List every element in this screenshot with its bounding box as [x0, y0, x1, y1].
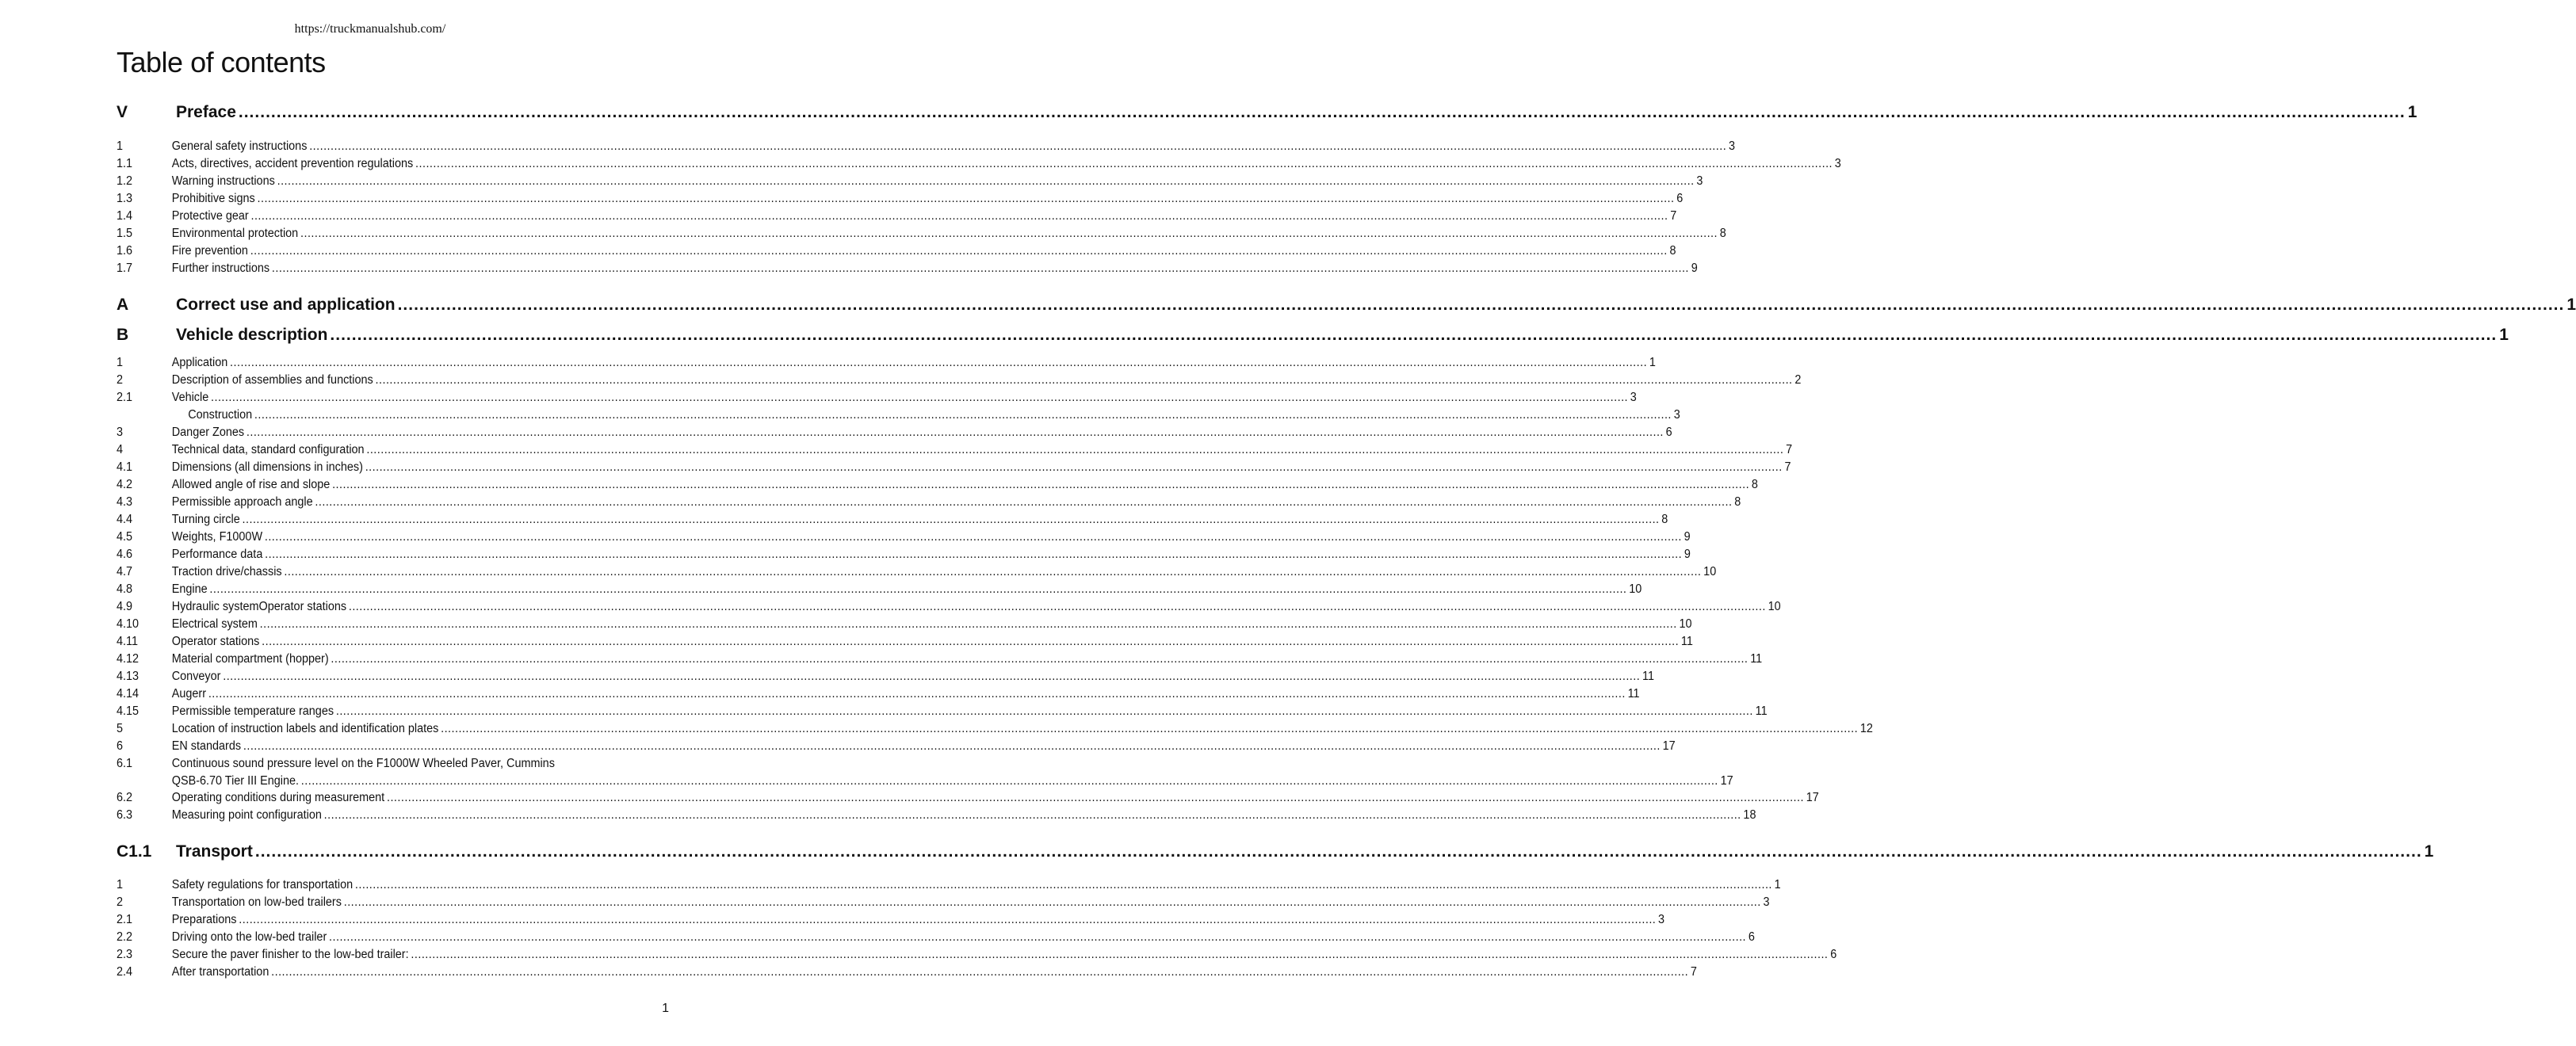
toc-number: 4.11 — [117, 635, 138, 648]
toc-number: 1.5 — [117, 227, 133, 240]
toc-number: 1.1 — [117, 157, 133, 170]
toc-title: Technical data, standard configuration — [171, 443, 365, 456]
leader-dots: ................................................................................................................................................................................................................................................................................................................................................................................................................ — [330, 326, 2498, 344]
toc-number: 1.7 — [117, 262, 133, 275]
toc-number: 4 — [117, 443, 124, 456]
toc-entry-continuation — [117, 774, 1733, 788]
toc-title: Location of instruction labels and identification plates — [171, 722, 439, 735]
toc-entry — [117, 948, 1837, 962]
toc-entry — [117, 704, 1768, 719]
leader-dots: ................................................................................................................................................................................................................................................................................................................................................................................................................ — [366, 443, 1784, 456]
toc-title: Transport — [176, 842, 253, 861]
toc-number: 1 — [117, 139, 124, 153]
toc-number: A — [117, 296, 129, 314]
leader-dots: ................................................................................................................................................................................................................................................................................................................................................................................................................ — [284, 565, 1702, 578]
toc-title: Operating conditions during measurement — [171, 791, 385, 804]
toc-title: Acts, directives, accident prevention regulations — [171, 157, 414, 170]
toc-number: C1.1 — [117, 842, 152, 861]
toc-page: 8 — [1719, 227, 1726, 240]
toc-number: 4.12 — [117, 652, 140, 666]
toc-page: 17 — [1662, 739, 1676, 753]
toc-number: 4.5 — [117, 530, 133, 544]
leader-dots: ................................................................................................................................................................................................................................................................................................................................................................................................................ — [265, 548, 1683, 561]
leader-dots: ................................................................................................................................................................................................................................................................................................................................................................................................................ — [246, 426, 1664, 439]
toc-page: 3 — [1728, 139, 1736, 153]
leader-dots: ................................................................................................................................................................................................................................................................................................................................................................................................................ — [223, 670, 1641, 683]
leader-dots: ................................................................................................................................................................................................................................................................................................................................................................................................................ — [343, 895, 1761, 909]
toc-number: 1 — [117, 878, 124, 891]
toc-title: Continuous sound pressure level on the F1000W Wheeled Paver, Cummins — [171, 757, 555, 770]
leader-dots: ................................................................................................................................................................................................................................................................................................................................................................................................................ — [208, 687, 1626, 701]
toc-page: 9 — [1691, 262, 1698, 275]
toc-entry — [117, 408, 1680, 422]
toc-page: 11 — [1627, 687, 1640, 701]
toc-page: 12 — [1859, 722, 1873, 735]
leader-dots: ................................................................................................................................................................................................................................................................................................................................................................................................................ — [365, 460, 1783, 474]
toc-page: 3 — [1763, 895, 1770, 909]
leader-dots: ................................................................................................................................................................................................................................................................................................................................................................................................................ — [415, 157, 1833, 170]
toc-page: 8 — [1661, 513, 1668, 526]
toc-title: After transportation — [171, 965, 269, 979]
toc-title: General safety instructions — [171, 139, 308, 153]
toc-entry — [117, 174, 1703, 189]
toc-page: 9 — [1684, 530, 1691, 544]
toc-page: 10 — [1679, 617, 1692, 631]
toc-number: 4.14 — [117, 687, 140, 701]
toc-entry — [117, 913, 1665, 927]
toc-section — [117, 296, 2576, 315]
toc-entry — [117, 443, 1793, 457]
toc-entry — [117, 739, 1676, 754]
toc-title: Transportation on low-bed trailers — [171, 895, 342, 909]
toc-title: Hydraulic systemOperator stations — [171, 600, 347, 613]
toc-number: 2.4 — [117, 965, 133, 979]
toc-entry — [117, 582, 1642, 597]
toc-number: 3 — [117, 426, 124, 439]
leader-dots: ................................................................................................................................................................................................................................................................................................................................................................................................................ — [257, 192, 1675, 205]
toc-title: Permissible approach angle — [171, 495, 313, 509]
toc-page: 2 — [1794, 373, 1802, 387]
toc-entry — [117, 565, 1717, 579]
toc-title: Dimensions (all dimensions in inches) — [171, 460, 363, 474]
leader-dots: ................................................................................................................................................................................................................................................................................................................................................................................................................ — [211, 391, 1629, 404]
toc-number: 6.2 — [117, 791, 133, 804]
toc-title: Danger Zones — [171, 426, 245, 439]
toc-number: 5 — [117, 722, 124, 735]
toc-entry — [117, 426, 1672, 440]
toc-page: 1 — [2499, 326, 2509, 344]
toc-page: 6 — [1830, 948, 1837, 961]
toc-title: Augerr — [171, 687, 207, 701]
toc-page: 6 — [1748, 930, 1755, 944]
leader-dots: ................................................................................................................................................................................................................................................................................................................................................................................................................ — [348, 600, 1766, 613]
toc-number: 1.4 — [117, 209, 133, 223]
toc-title: Environmental protection — [171, 227, 299, 240]
toc-page: 11 — [1642, 670, 1654, 683]
toc-title: Permissible temperature ranges — [171, 704, 334, 718]
toc-page: 11 — [1755, 704, 1768, 718]
toc-entry — [117, 670, 1654, 684]
leader-dots: ................................................................................................................................................................................................................................................................................................................................................................................................................ — [209, 582, 1627, 596]
toc-entry — [117, 391, 1637, 405]
toc-entry — [117, 791, 1819, 805]
toc-entry — [117, 356, 1656, 370]
toc-page: 17 — [1806, 791, 1819, 804]
leader-dots: ................................................................................................................................................................................................................................................................................................................................................................................................................ — [332, 478, 1750, 491]
leader-dots: ................................................................................................................................................................................................................................................................................................................................................................................................................ — [323, 808, 1741, 822]
toc-number: 4.6 — [117, 548, 133, 561]
toc-entry — [117, 478, 1758, 492]
toc-page: 3 — [1673, 408, 1680, 422]
toc-number: 4.10 — [117, 617, 140, 631]
toc-number: 4.2 — [117, 478, 133, 491]
toc-title: Further instructions — [171, 262, 270, 275]
toc-title: Engine — [171, 582, 208, 596]
toc-number: 1.2 — [117, 174, 133, 188]
toc-section — [117, 842, 2434, 861]
leader-dots: ................................................................................................................................................................................................................................................................................................................................................................................................................ — [264, 530, 1682, 544]
toc-title: Measuring point configuration — [171, 808, 322, 822]
toc-page: 1 — [1774, 878, 1781, 891]
toc-number: 6.1 — [117, 757, 133, 770]
leader-dots: ................................................................................................................................................................................................................................................................................................................................................................................................................ — [331, 652, 1749, 666]
toc-page: 10 — [1629, 582, 1642, 596]
toc-number: 4.1 — [117, 460, 133, 474]
toc-page: 8 — [1669, 244, 1676, 258]
toc-number: 1.3 — [117, 192, 133, 205]
leader-dots: ................................................................................................................................................................................................................................................................................................................................................................................................................ — [254, 842, 2422, 861]
toc-title: Safety regulations for transportation — [171, 878, 354, 891]
toc-title: Protective gear — [171, 209, 249, 223]
toc-page: 7 — [1690, 965, 1697, 979]
toc-number: 6 — [117, 739, 124, 753]
toc-title: Turning circle — [171, 513, 240, 526]
toc-title: Fire prevention — [171, 244, 248, 258]
toc-number: B — [117, 326, 129, 344]
leader-dots: ................................................................................................................................................................................................................................................................................................................................................................................................................ — [243, 739, 1661, 753]
toc-page: 1 — [2424, 842, 2434, 861]
toc-number: 4.9 — [117, 600, 133, 613]
toc-page: 8 — [1734, 495, 1741, 509]
toc-page: 3 — [1834, 157, 1841, 170]
leader-dots: ................................................................................................................................................................................................................................................................................................................................................................................................................ — [386, 791, 1804, 804]
toc-title: Preparations — [171, 913, 237, 926]
toc-title-continuation: QSB-6.70 Tier III Engine. — [171, 774, 300, 788]
toc-entry — [117, 192, 1684, 206]
source-url: https://truckmanualshub.com/ — [294, 22, 446, 36]
toc-entry — [117, 722, 1873, 736]
toc-entry — [117, 652, 1763, 666]
toc-title: Description of assemblies and functions — [171, 373, 373, 387]
toc-entry — [117, 209, 1677, 223]
leader-dots: ................................................................................................................................................................................................................................................................................................................................................................................................................ — [309, 139, 1727, 153]
toc-entry — [117, 878, 1781, 892]
toc-number: V — [117, 103, 128, 121]
toc-title: Vehicle description — [176, 326, 328, 344]
toc-page: 3 — [1658, 913, 1665, 926]
toc-section — [117, 103, 2417, 122]
toc-number: 2 — [117, 895, 124, 909]
toc-page: 11 — [1750, 652, 1763, 666]
toc-title: Allowed angle of rise and slope — [171, 478, 331, 491]
toc-page: 17 — [1720, 774, 1733, 788]
toc-title: EN standards — [171, 739, 242, 753]
toc-entry — [117, 757, 668, 771]
leader-dots: ................................................................................................................................................................................................................................................................................................................................................................................................................ — [335, 704, 1753, 718]
toc-page: 1 — [2407, 103, 2417, 121]
toc-title: Prohibitive signs — [171, 192, 255, 205]
leader-dots: ................................................................................................................................................................................................................................................................................................................................................................................................................ — [239, 913, 1657, 926]
leader-dots: ................................................................................................................................................................................................................................................................................................................................................................................................................ — [375, 373, 1793, 387]
toc-page: 9 — [1684, 548, 1691, 561]
toc-number: 2.1 — [117, 391, 133, 404]
toc-title: Preface — [176, 103, 236, 121]
page-number: 1 — [662, 1002, 669, 1015]
leader-dots: ................................................................................................................................................................................................................................................................................................................................................................................................................ — [230, 356, 1648, 369]
toc-entry — [117, 513, 1668, 527]
leader-dots: ................................................................................................................................................................................................................................................................................................................................................................................................................ — [411, 948, 1829, 961]
toc-page: 7 — [1786, 443, 1793, 456]
toc-page: 10 — [1768, 600, 1781, 613]
toc-page: 3 — [1630, 391, 1637, 404]
toc-title: Application — [171, 356, 228, 369]
toc-entry — [117, 808, 1756, 823]
leader-dots: ................................................................................................................................................................................................................................................................................................................................................................................................................ — [262, 635, 1680, 648]
toc-title: Traction drive/chassis — [171, 565, 282, 578]
toc-number: 2.2 — [117, 930, 133, 944]
leader-dots: ................................................................................................................................................................................................................................................................................................................................................................................................................ — [315, 495, 1733, 509]
toc-number: 1 — [117, 356, 124, 369]
toc-page: 6 — [1665, 426, 1672, 439]
toc-title: Weights, F1000W — [171, 530, 263, 544]
toc-entry — [117, 895, 1770, 910]
toc-entry — [117, 227, 1726, 241]
toc-entry — [117, 965, 1697, 979]
toc-title: Conveyor — [171, 670, 221, 683]
toc-entry — [117, 600, 1781, 614]
toc-entry — [117, 460, 1791, 475]
toc-page: 11 — [1680, 635, 1693, 648]
toc-number: 2 — [117, 373, 124, 387]
toc-page: 1 — [1649, 356, 1656, 369]
leader-dots: ................................................................................................................................................................................................................................................................................................................................................................................................................ — [277, 174, 1695, 188]
toc-number: 4.7 — [117, 565, 133, 578]
toc-section — [117, 326, 2509, 345]
toc-entry — [117, 548, 1691, 562]
toc-entry — [117, 373, 1802, 387]
toc-title: Vehicle — [171, 391, 209, 404]
toc-title: Operator stations — [171, 635, 260, 648]
toc-page: 18 — [1743, 808, 1756, 822]
leader-dots: ................................................................................................................................................................................................................................................................................................................................................................................................................ — [329, 930, 1747, 944]
toc-number: 6.3 — [117, 808, 133, 822]
leader-dots: ................................................................................................................................................................................................................................................................................................................................................................................................................ — [238, 103, 2406, 121]
leader-dots: ................................................................................................................................................................................................................................................................................................................................................................................................................ — [250, 244, 1668, 258]
page-title: Table of contents — [117, 46, 326, 78]
toc-entry — [117, 617, 1692, 632]
toc-title: Construction — [188, 408, 253, 422]
toc-title: Electrical system — [171, 617, 258, 631]
toc-entry — [117, 635, 1693, 649]
toc-title: Correct use and application — [176, 296, 396, 314]
leader-dots: ................................................................................................................................................................................................................................................................................................................................................................................................................ — [242, 513, 1660, 526]
toc-title: Performance data — [171, 548, 263, 561]
toc-entry — [117, 139, 1736, 154]
toc-number: 4.8 — [117, 582, 133, 596]
leader-dots: ................................................................................................................................................................................................................................................................................................................................................................................................................ — [271, 965, 1689, 979]
toc-entry — [117, 930, 1755, 945]
toc-entry — [117, 157, 1841, 171]
toc-page: 1 — [2566, 296, 2576, 314]
toc-entry — [117, 687, 1640, 701]
toc-number: 4.13 — [117, 670, 140, 683]
leader-dots: ................................................................................................................................................................................................................................................................................................................................................................................................................ — [300, 774, 1718, 788]
toc-entry — [117, 495, 1741, 510]
toc-number: 4.4 — [117, 513, 133, 526]
toc-title: Driving onto the low-bed trailer — [171, 930, 327, 944]
toc-entry — [117, 262, 1698, 276]
leader-dots: ................................................................................................................................................................................................................................................................................................................................................................................................................ — [254, 408, 1672, 422]
toc-number: 4.15 — [117, 704, 140, 718]
toc-number: 2.3 — [117, 948, 133, 961]
toc-title: Material compartment (hopper) — [171, 652, 329, 666]
toc-page: 10 — [1703, 565, 1717, 578]
leader-dots: ................................................................................................................................................................................................................................................................................................................................................................................................................ — [259, 617, 1677, 631]
toc-title: Warning instructions — [171, 174, 275, 188]
leader-dots: ................................................................................................................................................................................................................................................................................................................................................................................................................ — [300, 227, 1718, 240]
leader-dots: ................................................................................................................................................................................................................................................................................................................................................................................................................ — [441, 722, 1859, 735]
toc-page: 7 — [1784, 460, 1791, 474]
toc-number: 2.1 — [117, 913, 133, 926]
toc-page: 6 — [1676, 192, 1684, 205]
leader-dots: ................................................................................................................................................................................................................................................................................................................................................................................................................ — [250, 209, 1668, 223]
toc-page: 8 — [1751, 478, 1758, 491]
toc-page: 7 — [1670, 209, 1677, 223]
leader-dots: ................................................................................................................................................................................................................................................................................................................................................................................................................ — [397, 296, 2565, 314]
toc-entry — [117, 530, 1691, 544]
toc-number: 4.3 — [117, 495, 133, 509]
toc-entry — [117, 244, 1676, 258]
leader-dots: ................................................................................................................................................................................................................................................................................................................................................................................................................ — [271, 262, 1689, 275]
leader-dots: ................................................................................................................................................................................................................................................................................................................................................................................................................ — [354, 878, 1772, 891]
toc-page: 3 — [1696, 174, 1703, 188]
toc-title: Secure the paver finisher to the low-bed trailer: — [171, 948, 409, 961]
toc-number: 1.6 — [117, 244, 133, 258]
